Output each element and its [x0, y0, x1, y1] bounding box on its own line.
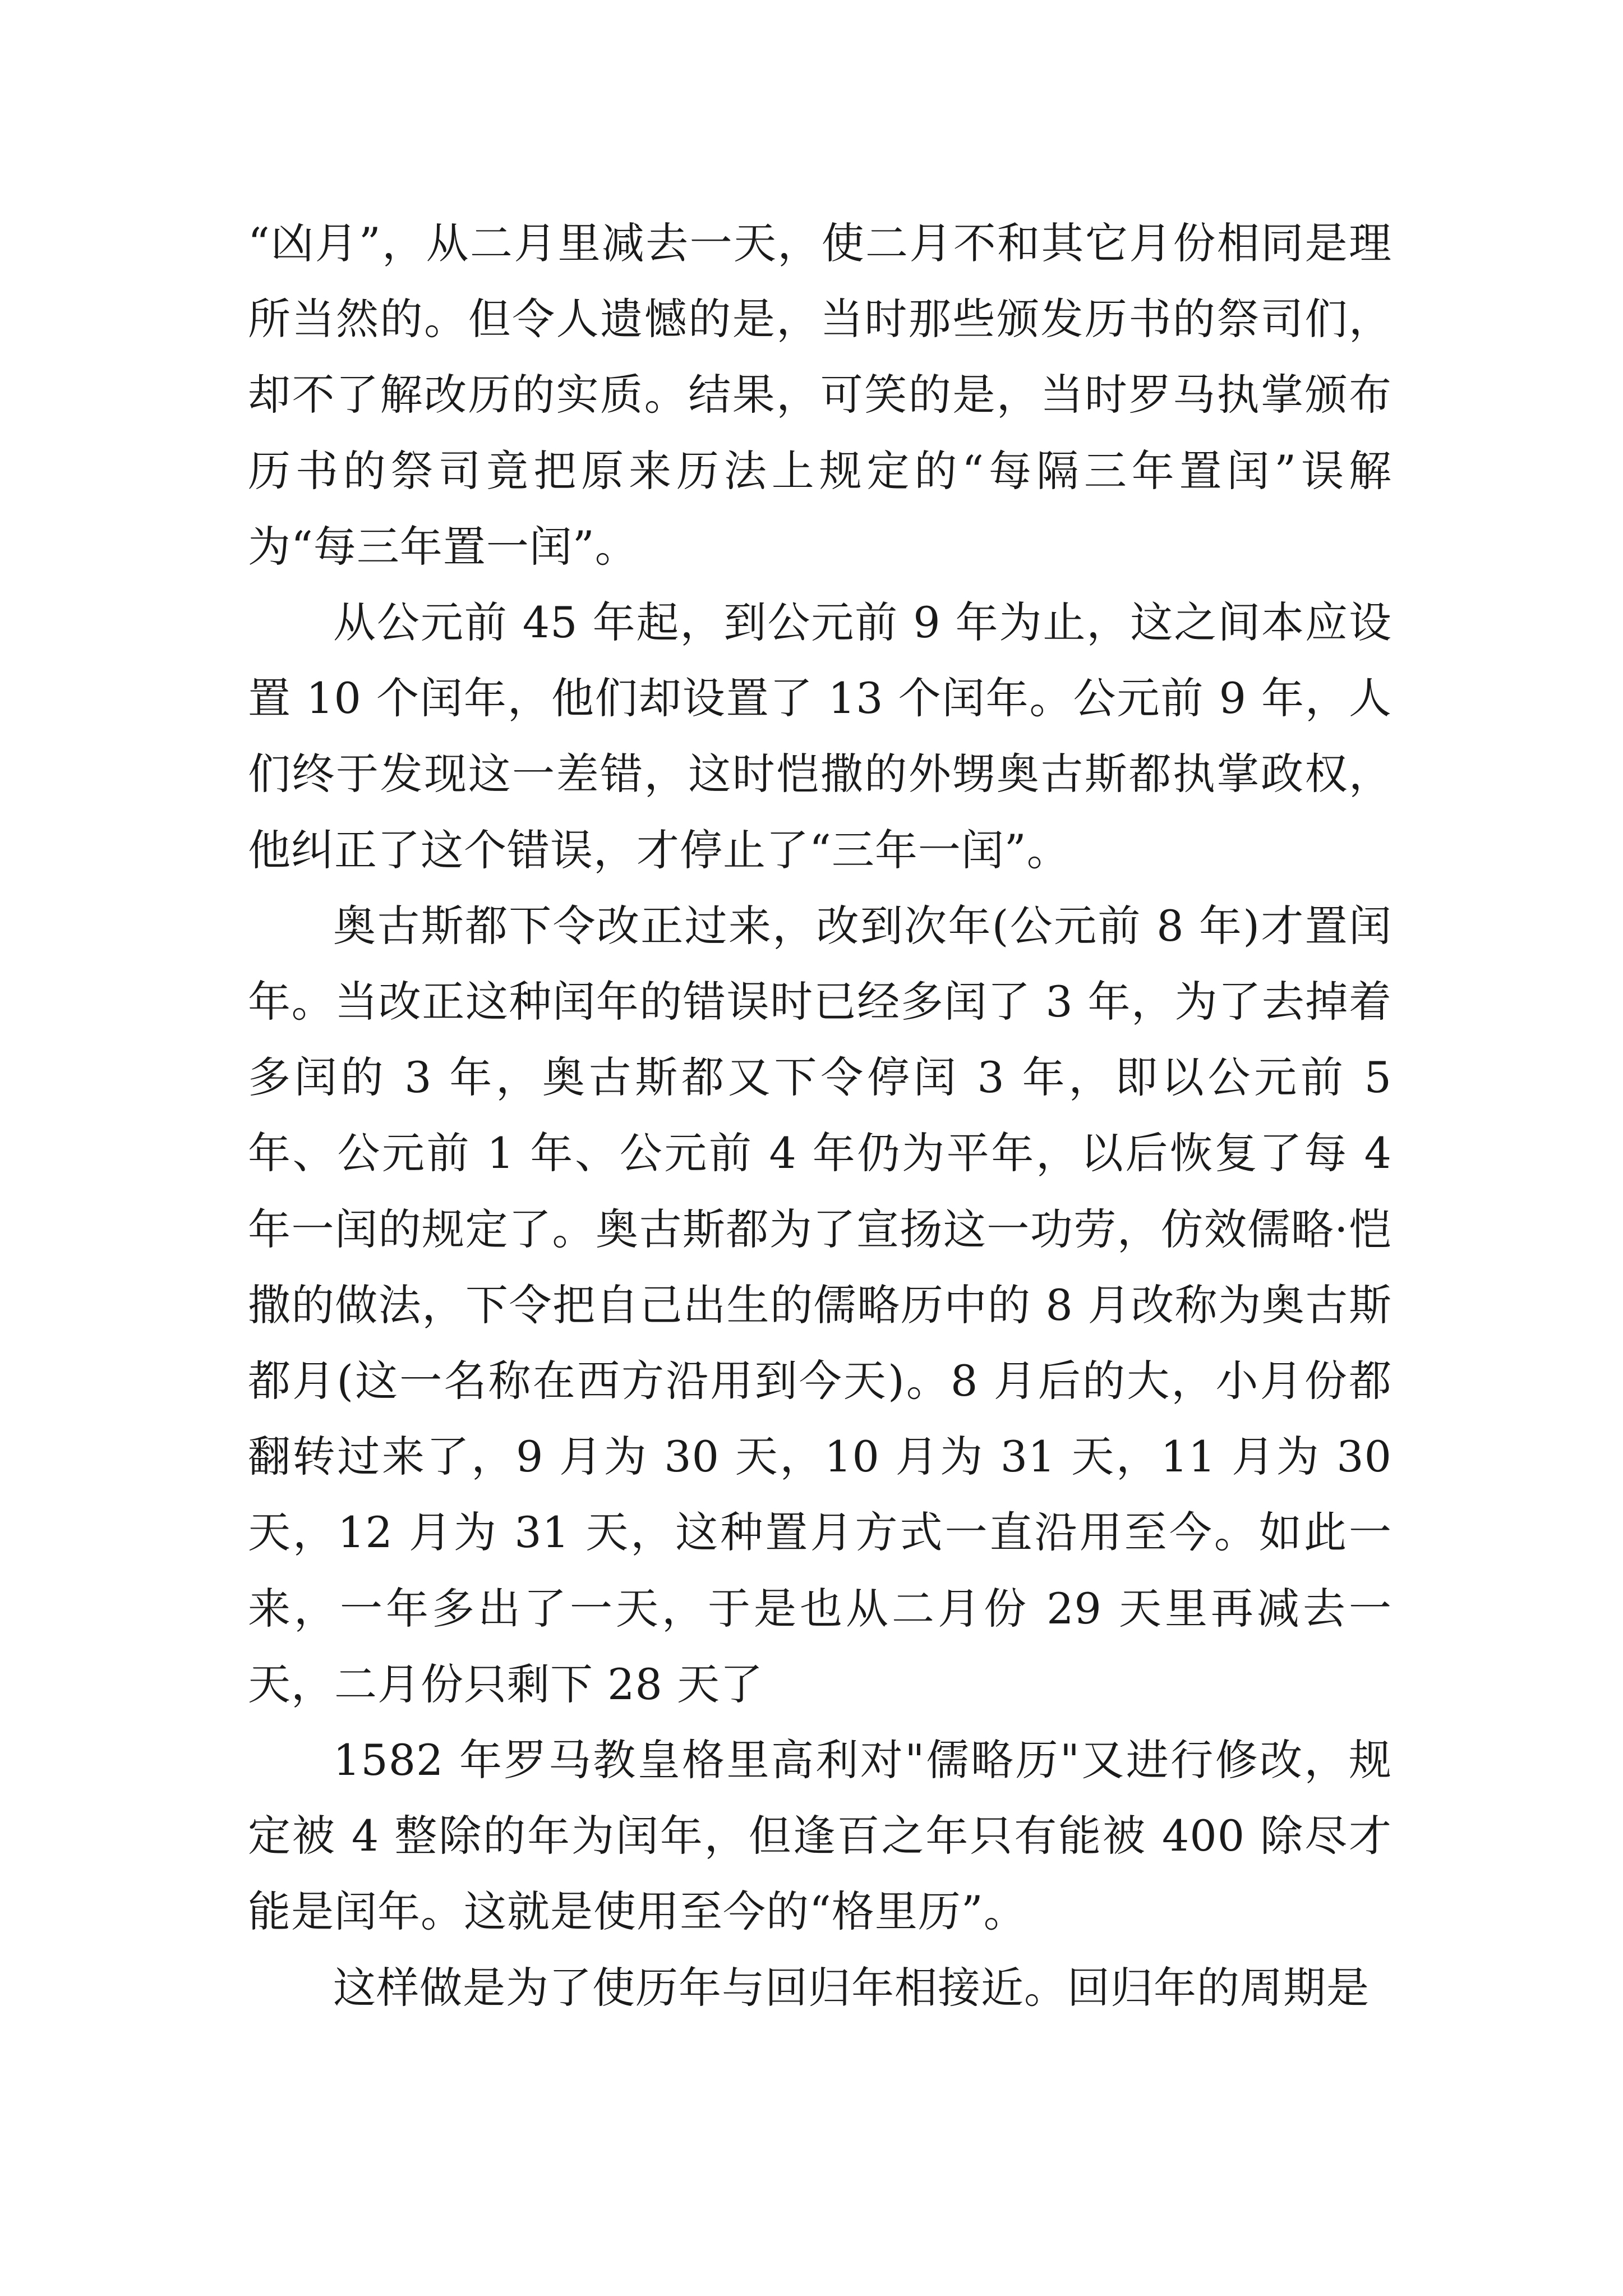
- paragraph-4: 1582 年罗马教皇格里高利对"儒略历"又进行修改，规定被 4 整除的年为闰年，但逢百之年只有能被 400 除尽才能是闰年。这就是使用至今的“格里历”。: [248, 1735, 1392, 1937]
- body-text: [248, 205, 1392, 2026]
- paragraph-1: “凶月”，从二月里减去一天，使二月不和其它月份相同是理所当然的。但令人遗憾的是，当时那些颁发历书的祭司们，却不了解改历的实质。结果，可笑的是，当时罗马执掌颁布历书的祭司竟把原来历法上规定的“每隔三年置闰”误解为“每三年置一闰”。: [248, 218, 1392, 572]
- paragraph-2: 从公元前 45 年起，到公元前 9 年为止，这之间本应设置 10 个闰年，他们却设置了 13 个闰年。公元前 9 年，人们终于发现这一差错，这时恺撒的外甥奥古斯都执掌政权，他纠正了这个错误，才停止了“三年一闰”。: [248, 597, 1392, 875]
- paragraph-5: 这样做是为了使历年与回归年相接近。回归年的周期是: [333, 1962, 1370, 2013]
- paragraph-3: 奥古斯都下令改正过来，改到次年(公元前 8 年)才置闰年。当改正这种闰年的错误时已经多闰了 3 年，为了去掉着多闰的 3 年，奥古斯都又下令停闰 3 年，即以公元前 5 年、公元前 1 年、公元前 4 年仍为平年，以后恢复了每 4 年一闰的规定了。奥古斯都为了宣扬这一功劳，仿效儒略·恺撒的做法，下令把自己出生的儒略历中的 8 月改称为奥古斯都月(这一名称在西方沿用到今天)。8 月后的大，小月份都翻转过来了，9 月为 30 天，10 月为 31 天，11 月为 30 天，12 月为 31 天，这种置月方式一直沿用至今。如此一来，一年多出了一天，于是也从二月份 29 天里再减去一天，二月份只剩下 28 天了: [248, 900, 1392, 1709]
